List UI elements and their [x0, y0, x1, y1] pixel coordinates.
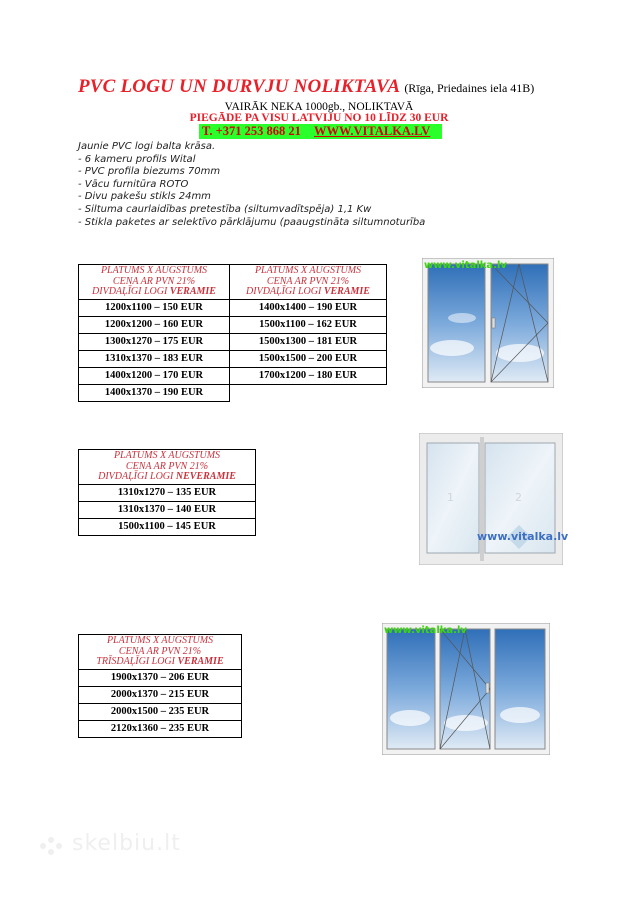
price-cell: 1500x1300 – 181 EUR — [230, 333, 387, 350]
price-table-two-part-fixed — [78, 449, 256, 536]
window-image-two-part-opening — [422, 258, 554, 388]
table-header: PLATUMS X AUGSTUMS CENA AR PVN 21% DIVDAĻĪGI LOGI VERAMIE — [230, 265, 387, 300]
phone-number: T. +371 253 868 21 — [202, 124, 301, 138]
price-table-two-part-opening — [78, 264, 387, 402]
price-table-three-part-opening — [78, 634, 242, 738]
price-cell: 1310x1370 – 183 EUR — [79, 350, 230, 367]
feature-item: - Stikla paketes ar selektīvo pārklājumu (paaugstināta siltumnoturība — [78, 216, 426, 228]
price-cell: 1500x1100 – 145 EUR — [79, 518, 256, 535]
price-cell: 1200x1100 – 150 EUR — [79, 299, 230, 316]
price-cell: 1700x1200 – 180 EUR — [230, 367, 387, 384]
window-illustration — [422, 258, 554, 388]
table-header: PLATUMS X AUGSTUMS CENA AR PVN 21% DIVDAĻĪGI LOGI VERAMIE — [79, 265, 230, 300]
window-image-two-part-fixed — [419, 433, 569, 565]
window-image-three-part-opening — [382, 623, 550, 755]
contact-banner — [199, 124, 442, 139]
price-cell: 1400x1370 – 190 EUR — [79, 384, 230, 401]
table-header: PLATUMS X AUGSTUMS CENA AR PVN 21% DIVDAĻĪGI LOGI NEVERAMIE — [79, 450, 256, 485]
image-watermark: www.vitalka.lv — [424, 260, 507, 271]
price-cell: 2000x1370 – 215 EUR — [79, 686, 242, 703]
price-cell: 1400x1400 – 190 EUR — [230, 299, 387, 316]
page-title: PVC LOGU UN DURVJU NOLIKTAVA — [78, 76, 401, 97]
feature-item: - Divu pakešu stikls 24mm — [78, 191, 211, 203]
price-cell: 1300x1270 – 175 EUR — [79, 333, 230, 350]
price-cell: 1310x1370 – 140 EUR — [79, 501, 256, 518]
price-cell: 1500x1100 – 162 EUR — [230, 316, 387, 333]
feature-item: - 6 kameru profils Wital — [78, 153, 196, 165]
watermark-text: skelbiu.lt — [72, 831, 181, 856]
image-watermark: www.vitalka.lv — [384, 625, 467, 636]
stock-subtitle: VAIRĀK NEKA 1000gb., NOLIKTAVĀ — [224, 101, 414, 113]
watermark-dots-icon — [38, 835, 68, 857]
feature-item: Jaunie PVC logi balta krāsa. — [78, 141, 216, 152]
page-watermark — [38, 831, 181, 857]
feature-item: - Siltuma caurlaidības pretestība (siltumvadītspēja) 1,1 Kw — [78, 203, 372, 215]
price-cell: 1500x1500 – 200 EUR — [230, 350, 387, 367]
price-cell: 1900x1370 – 206 EUR — [79, 669, 242, 686]
address-text: (Rīga, Priedaines iela 41B) — [404, 81, 535, 95]
features-list — [78, 141, 425, 229]
empty-cell — [230, 384, 387, 401]
table-header: PLATUMS X AUGSTUMS CENA AR PVN 21% TRĪSDAĻĪGI LOGI VERAMIE — [79, 635, 242, 670]
page-title-line — [78, 76, 534, 98]
feature-item: - PVC profila biezums 70mm — [78, 166, 221, 178]
delivery-info: PIEGĀDE PA VISU LATVIJU NO 10 LĪDZ 30 EUR — [189, 112, 449, 124]
window-illustration — [419, 433, 563, 565]
price-cell: 1310x1270 – 135 EUR — [79, 484, 256, 501]
price-cell: 2000x1500 – 235 EUR — [79, 703, 242, 720]
price-cell: 1200x1200 – 160 EUR — [79, 316, 230, 333]
price-cell: 2120x1360 – 235 EUR — [79, 720, 242, 737]
feature-item: - Vācu furnitūra ROTO — [78, 178, 189, 190]
image-watermark: www.vitalka.lv — [477, 530, 569, 543]
pane-label: 1 — [447, 491, 454, 504]
website-link[interactable]: WWW.VITALKA.LV — [314, 124, 431, 138]
window-illustration — [382, 623, 550, 755]
price-cell: 1400x1200 – 170 EUR — [79, 367, 230, 384]
pane-label: 2 — [515, 491, 522, 504]
